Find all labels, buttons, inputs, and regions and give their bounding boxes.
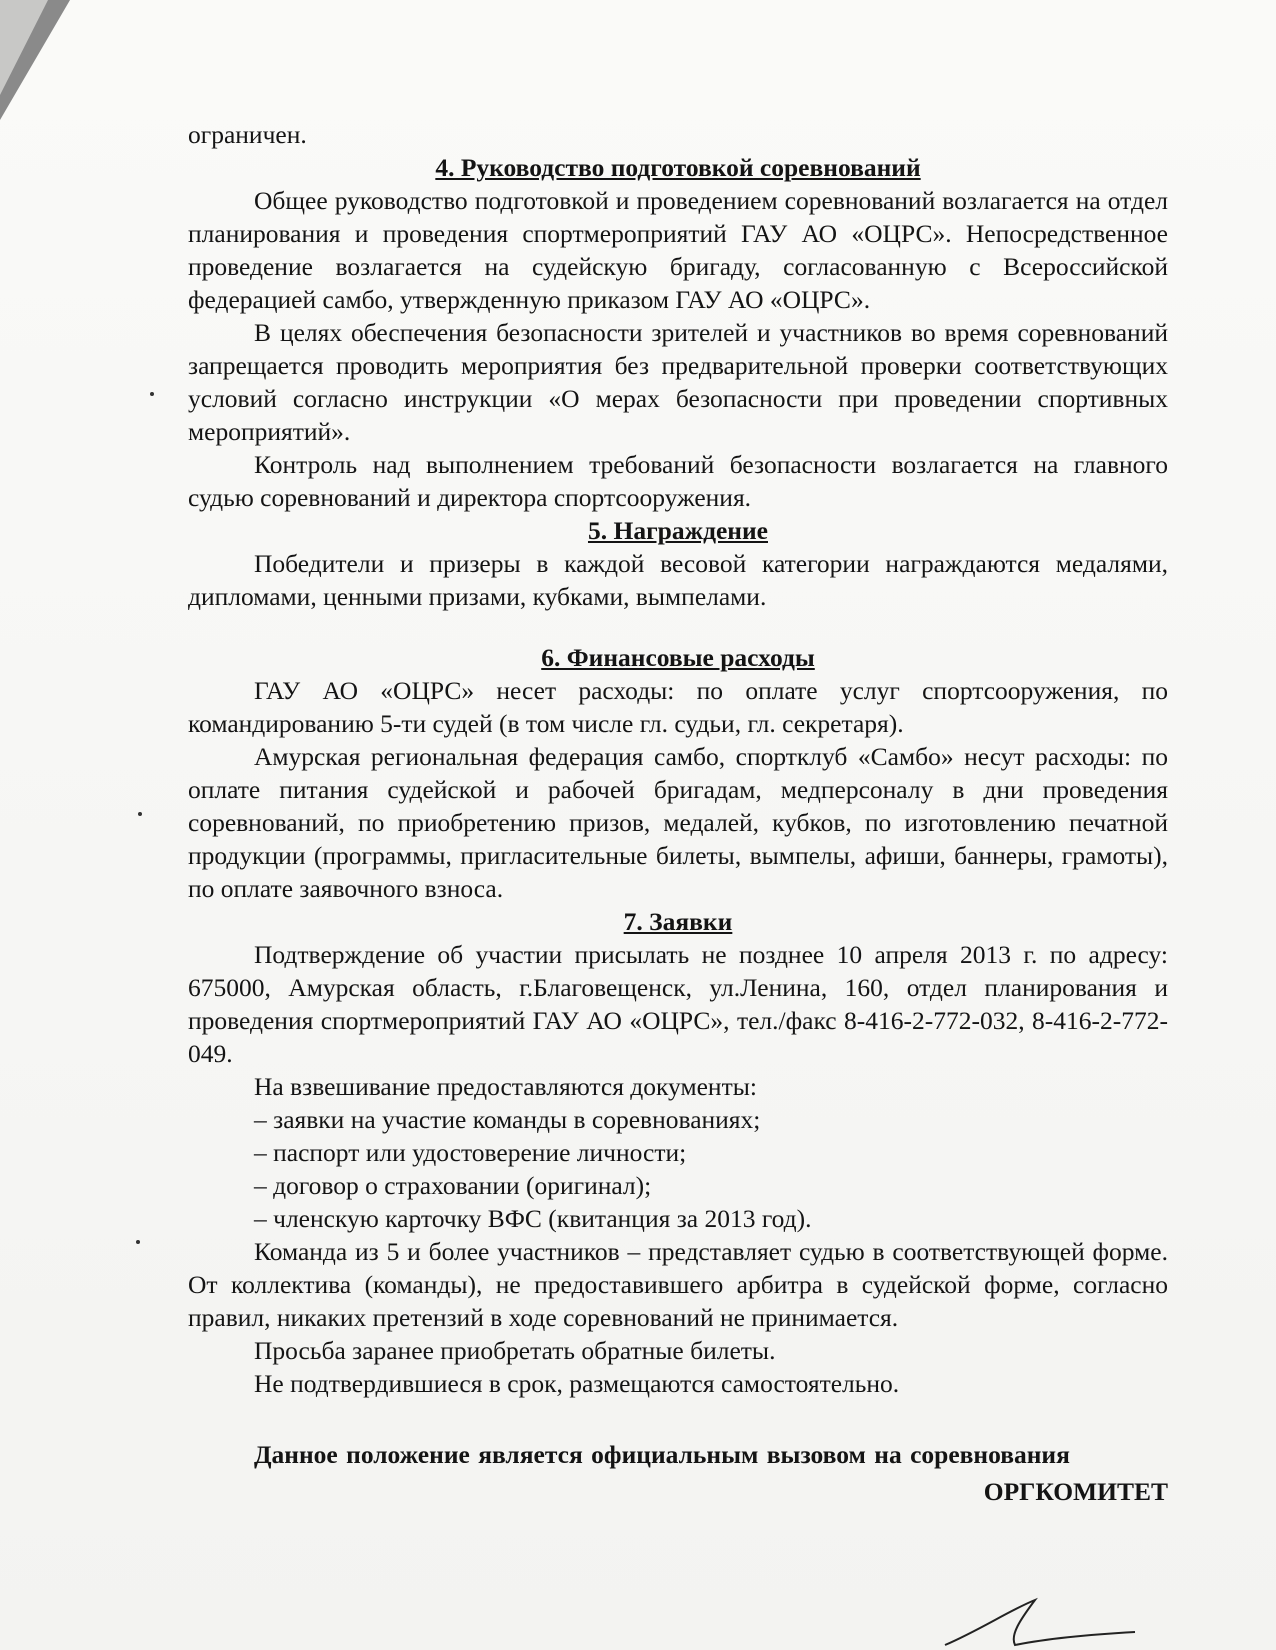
document-body — [188, 118, 1168, 1508]
section-6-paragraph: Амурская региональная федерация самбо, спортклуб «Самбо» несут расходы: по оплате питания судейской и рабочей бригадам, медперсоналу в дни проведения соревнований, по приобретению призов, медалей, кубков, по изготовлению печатной продукции (программы, пригласительные билеты, вымпелы, афиши, баннеры, грамоты), по оплате заявочного взноса. — [188, 742, 1168, 903]
scan-speck — [136, 1240, 140, 1244]
section-4-paragraph: Контроль над выполнением требований безопасности возлагается на главного судью соревнований и директора спортсооружения. — [188, 450, 1168, 512]
handwritten-signature — [940, 1590, 1140, 1650]
documents-intro: На взвешивание предоставляются документы: — [254, 1072, 757, 1101]
section-5-heading: 5. Награждение — [587, 516, 768, 545]
document-list-item: – членскую карточку ВФС (квитанция за 2013 год). — [254, 1204, 812, 1233]
section-6-heading: 6. Финансовые расходы — [541, 643, 815, 672]
section-4-heading: 4. Руководство подготовкой соревнований — [435, 153, 921, 182]
document-list-item: – заявки на участие команды в соревнованиях; — [254, 1105, 761, 1134]
lead-in-text: ограничен. — [188, 120, 307, 149]
section-4-paragraph: В целях обеспечения безопасности зрителей и участников во время соревнований запрещается проводить мероприятия без предварительной проверки соответствующих условий согласно инструкции «О мерах безопасности при проведении спортивных мероприятий». — [188, 318, 1168, 446]
section-7-heading: 7. Заявки — [623, 907, 733, 936]
scan-speck — [150, 392, 154, 396]
section-4-paragraph: Общее руководство подготовкой и проведением соревнований возлагается на отдел планирования и проведения спортмероприятий ГАУ АО «ОЦРС». Непосредственное проведение возлагается на судейскую бригаду, согласованную с Всероссийской федерацией самбо, утвержденную приказом ГАУ АО «ОЦРС». — [188, 186, 1168, 314]
official-call-statement: Данное положение является официальным вызовом на соревнования — [254, 1440, 1070, 1469]
section-6-paragraph: ГАУ АО «ОЦРС» несет расходы: по оплате услуг спортсооружения, по командированию 5-ти судей (в том числе гл. судьи, гл. секретаря). — [188, 676, 1168, 738]
signature-block-title: ОРГКОМИТЕТ — [983, 1477, 1168, 1506]
section-7-paragraph: Просьба заранее приобретать обратные билеты. — [254, 1336, 776, 1365]
folded-corner — [0, 0, 48, 95]
scan-speck — [138, 812, 142, 816]
document-list-item: – договор о страховании (оригинал); — [254, 1171, 652, 1200]
section-7-paragraph: Подтверждение об участии присылать не позднее 10 апреля 2013 г. по адресу: 675000, Амурская область, г.Благовещенск, ул.Ленина, 160, отдел планирования и проведения спортмероприятий ГАУ АО «ОЦРС», тел./факс 8-416-2-772-032, 8-416-2-772-049. — [188, 940, 1168, 1068]
section-7-paragraph: Не подтвердившиеся в срок, размещаются самостоятельно. — [254, 1369, 900, 1398]
section-7-paragraph: Команда из 5 и более участников – представляет судью в соответствующей форме. От коллектива (команды), не предоставившего арбитра в судейской форме, согласно правил, никаких претензий в ходе соревнований не принимается. — [188, 1237, 1168, 1332]
section-5-paragraph: Победители и призеры в каждой весовой категории награждаются медалями, дипломами, ценными призами, кубками, вымпелами. — [188, 549, 1168, 611]
document-list-item: – паспорт или удостоверение личности; — [254, 1138, 687, 1167]
